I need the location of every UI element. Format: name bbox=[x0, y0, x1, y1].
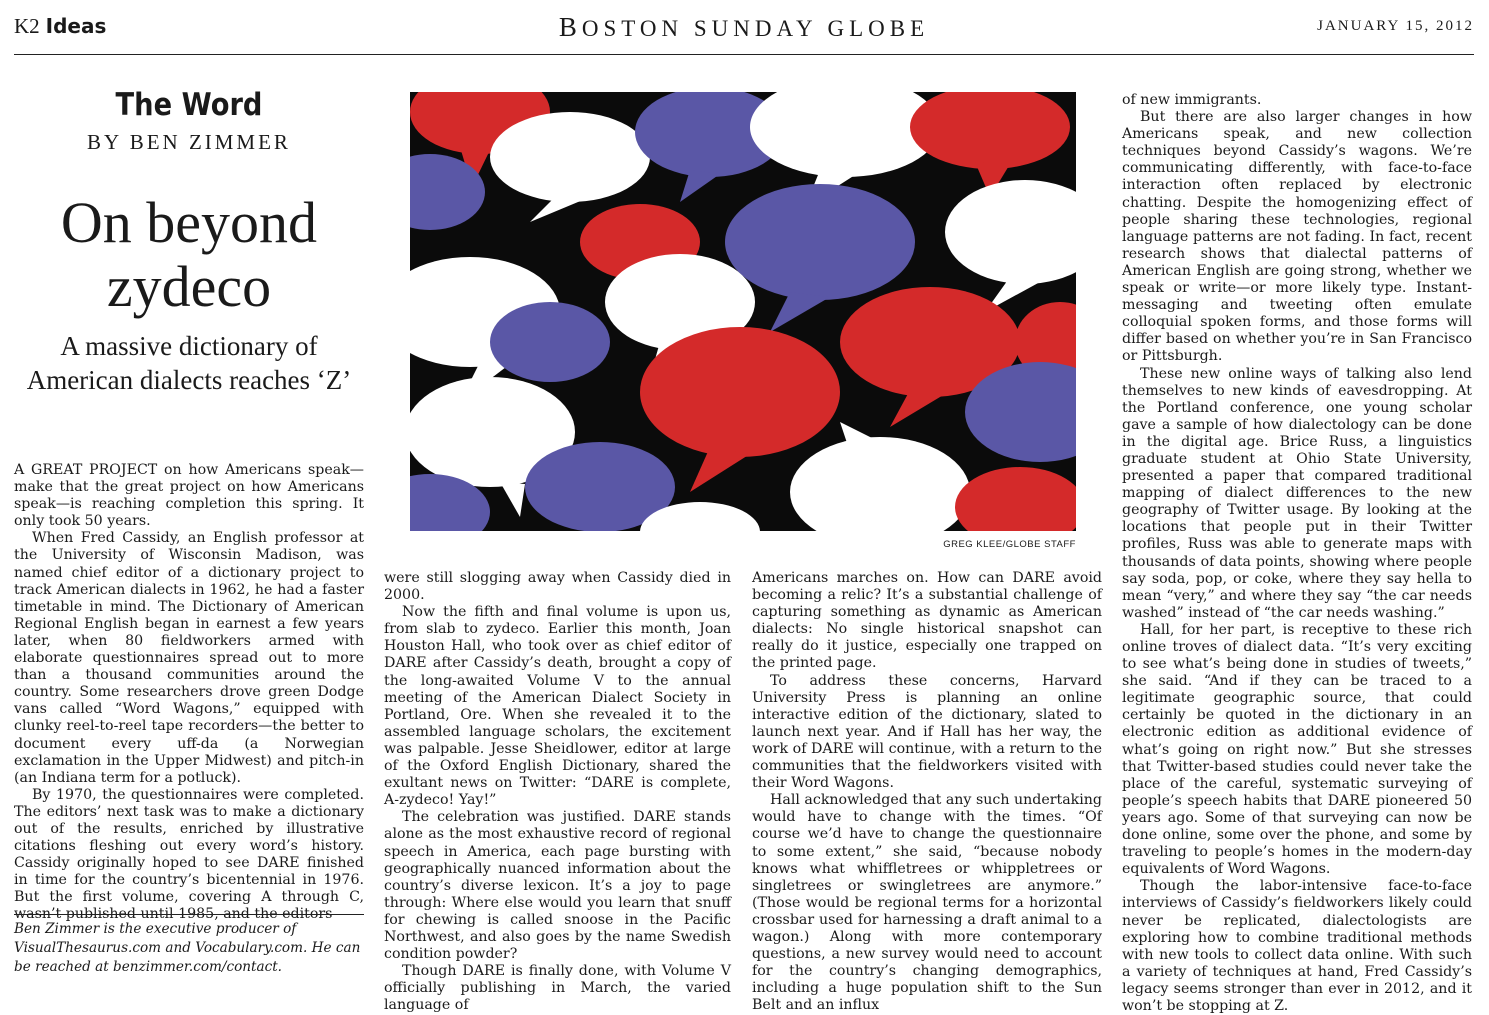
column-2 bbox=[384, 570, 731, 1014]
paragraph: But there are also larger changes in how Americans speak, and new collection techniques beyond Cassidy’s wagons. We’re communicating differently, with face-to-face interaction often replaced by electronic chatting. Despite the homogenizing effect of people sharing these technologies, regional language patterns are not fading. In fact, recent research shows that dialectal patterns of American English are going strong, whether we speak or write—or more likely type. Instant-messaging and tweeting often emulate colloquial spoken forms, and those forms will differ based on whether you’re in San Francisco or Pittsburgh. bbox=[1122, 109, 1472, 365]
paragraph: A GREAT PROJECT on how Americans speak—make that the great project on how Americans speak—is reaching completion this spring. It only took 50 years. bbox=[14, 462, 364, 530]
paragraph: The celebration was justified. DARE stands alone as the most exhaustive record of regional speech in America, each page bursting with geographically nuanced information about the country’s diverse lexicon. It’s a joy to page through: Where else would you learn that snuff for chewing is called snoose in the Pacific Northwest, and also goes by the name Swedish condition powder? bbox=[384, 809, 731, 963]
masthead: BOSTON SUNDAY GLOBE bbox=[558, 12, 930, 42]
paragraph: To address these concerns, Harvard University Press is planning an online interactive edition of the dictionary, slated to launch next year. And if Hall has her way, the work of DARE will continue, with a return to the communities that the fieldworkers visited with their Word Wagons. bbox=[752, 672, 1102, 792]
paragraph: When Fred Cassidy, an English professor at the University of Wisconsin Madison, was named chief editor of a dictionary project to track American dialects in 1962, he had a faster timetable in mind. The Dictionary of American Regional English began in earnest a few years later, when 80 fieldworkers armed with elaborate questionnaires spread out to more than a thousand communities around the country. Some researchers drove green Dodge vans called “Word Wagons,” equipped with clunky reel-to-reel tape recorders—the better to document every uff-da (a Norwegian exclamation in the Upper Midwest) and pitch-in (an Indiana term for a potluck). bbox=[14, 530, 364, 786]
headline-block bbox=[14, 86, 364, 397]
paragraph: These new online ways of talking also lend themselves to new kinds of eavesdropping. At the Portland conference, one young scholar gave a sample of how dialectology can be done in the digital age. Brice Russ, a linguistics graduate student at Ohio State University, presented a paper that compared traditional mapping of dialect differences to the new geography of Twitter usage. By looking at the locations that people put in their Twitter profiles, Russ was able to generate maps with thousands of data points, showing where people say soda, pop, or coke, where they say hella to mean “very,” and where they say “the car needs washed” instead of “the car needs washing.” bbox=[1122, 365, 1472, 621]
illustration-svg bbox=[410, 92, 1076, 531]
bubble-group bbox=[410, 92, 1076, 531]
paragraph: Though the labor-intensive face-to-face interviews of Cassidy’s fieldworkers likely could never be replicated, dialectologists are exploring how to combine traditional methods with new tools to collect data online. With such a variety of techniques at hand, Fred Cassidy’s legacy seems stronger than ever in 2012, and it won’t be stopping at Z. bbox=[1122, 878, 1472, 1014]
page-label: K2 Ideas bbox=[14, 14, 107, 38]
photo-credit: GREG KLEE/GLOBE STAFF bbox=[943, 539, 1076, 550]
author-bio: Ben Zimmer is the executive producer of VisualThesaurus.com and Vocabulary.com. He can be reached at benzimmer.com/contact. bbox=[14, 921, 361, 975]
paragraph: Hall acknowledged that any such undertaking would have to change with the times. “Of course we’d have to change the questionnaire to some extent,” she said, “because nobody knows what whiffletrees or whippletrees or singletrees or swingletrees are anymore.” (Those would be regional terms for a horizontal crossbar used for harnessing a draft animal to a wagon.) Along with more contemporary questions, a new survey would need to account for the country’s changing demographics, including a huge population shift to the Sun Belt and an influx bbox=[752, 792, 1103, 1014]
byline: BY BEN ZIMMER bbox=[87, 130, 291, 154]
paragraph: By 1970, the questionnaires were completed. The editors’ next task was to make a dictionary out of the results, enriched by illustrative citations fleshing out every word’s history. Cassidy originally hoped to see DARE finished in time for the country’s bicentennial in 1976. But the first volume, covering A through C, wasn’t published until 1985, and the editors bbox=[14, 786, 364, 923]
column-3 bbox=[752, 570, 1102, 1014]
column-1 bbox=[14, 462, 364, 924]
headline: On beyond zydeco bbox=[60, 190, 318, 319]
section-name: Ideas bbox=[45, 14, 107, 38]
paragraph: Hall, for her part, is receptive to these rich online troves of dialect data. “It’s very exciting to see what’s being done in studies of tweets,” she said. “And if they can be traced to a legitimate geographic source, that could certainly be quoted in the dictionary in an electronic edition as additional evidence of what’s going on right now.” But she stresses that Twitter-based studies could never take the place of the careful, systematic surveying of people’s speech habits that DARE pioneered 50 years ago. Some of that surveying can now be done online, some over the phone, and some by traveling to people’s homes in the modern-day equivalents of Word Wagons. bbox=[1122, 621, 1472, 878]
paragraph: of new immigrants. bbox=[1122, 92, 1262, 108]
column-title: The Word bbox=[115, 87, 263, 123]
issue-date: JANUARY 15, 2012 bbox=[1317, 18, 1474, 34]
paragraph: Though DARE is finally done, with Volume V officially publishing in March, the varied language of bbox=[384, 963, 731, 1014]
paragraph: were still slogging away when Cassidy died in 2000. bbox=[384, 570, 731, 604]
deck: A massive dictionary of American dialects reaches ‘Z’ bbox=[26, 331, 352, 395]
paragraph: Americans marches on. How can DARE avoid becoming a relic? It’s a substantial challenge of capturing something as dynamic as American dialects: No single historical snapshot can really do it justice, especially one trapped on the printed page. bbox=[752, 570, 1102, 672]
column-4 bbox=[1122, 92, 1472, 1015]
speech-bubbles-illustration bbox=[410, 92, 1076, 531]
paragraph: Now the fifth and final volume is upon us, from slab to zydeco. Earlier this month, Joan Houston Hall, who took over as chief editor of DARE after Cassidy’s death, brought a copy of the long-awaited Volume V to the annual meeting of the American Dialect Society in Portland, Ore. When she revealed it to the assembled language scholars, the excitement was palpable. Jesse Sheidlower, editor at large of the Oxford English Dictionary, shared the exultant news on Twitter: “DARE is complete, A-zydeco! Yay!” bbox=[384, 604, 731, 809]
page-header bbox=[14, 0, 1474, 55]
divider bbox=[14, 914, 364, 915]
